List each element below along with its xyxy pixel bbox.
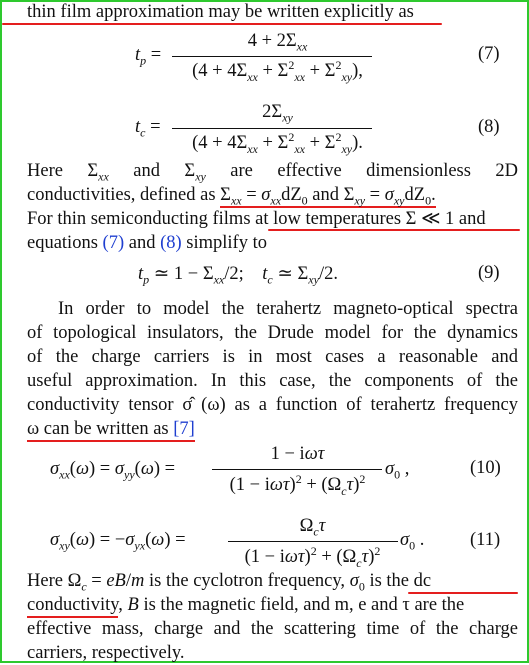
text-line-3: For thin semiconducting films at low temperatures Σ ≪ 1 and: [27, 209, 486, 229]
equation-8-denominator: $(4 + 4\Sigma_{xx} + \Sigma^2_{xx} + \Sigma^2_{xy})$.: [192, 130, 363, 156]
ref-eq7-link[interactable]: (7): [102, 233, 125, 253]
sigma-zero: $\sigma_0$ ,: [385, 459, 410, 482]
text-line-6: of topological insulators, the Drude model for the dynamics: [27, 323, 518, 343]
text-line-4: equations (7) and (8) simplify to: [27, 233, 267, 253]
equation-number-8: (8): [478, 117, 500, 137]
equation-10-numerator: 1 − iωτ: [270, 444, 325, 464]
equation-11-numerator: $\Omega_c\tau$: [299, 516, 326, 539]
text-line-13: effective mass, charge and the scattering time of the charge: [27, 619, 518, 639]
equation-10-lhs: $\sigma_{xx}(\omega) = \sigma_{yy}(\omega)$ =: [50, 459, 176, 482]
equation-8-lhs: $t_c$ =: [135, 117, 161, 140]
text-line-14: carriers, respectively.: [27, 643, 185, 663]
text-line-12: conductivity, B is the magnetic field, and m, e and τ are the: [27, 593, 464, 617]
equation-11-denominator: $(1 - i\omega\tau)^2 + (\Omega_c\tau)^2$: [244, 544, 381, 570]
equation-number-9: (9): [478, 263, 500, 283]
equation-7-denominator: $(4 + 4\Sigma_{xx} + \Sigma^2_{xx} + \Sigma^2_{xy})$,: [192, 58, 363, 84]
equation-number-10: (10): [470, 458, 501, 478]
equation-11-lhs: $\sigma_{xy}(\omega) = -\sigma_{yx}(\omega)$ =: [50, 530, 186, 553]
ref-eq8-link[interactable]: (8): [160, 233, 182, 253]
fraction-bar: [212, 469, 382, 470]
highlight-underline: [2, 23, 442, 25]
text-line-0: [27, 0, 414, 24]
equation-9: $t_p$ ≃ $1 - \Sigma_{xx}/2$; $t_c$ ≃ $\Sigma_{xy}/2$.: [138, 264, 338, 287]
text-line-8: useful approximation. In this case, the components of the: [27, 371, 518, 391]
equation-10-denominator: $(1 - i\omega\tau)^2 + (\Omega_c\tau)^2$: [229, 472, 366, 498]
equation-7-lhs: $t_p$ =: [135, 45, 162, 68]
sigma-zero: $\sigma_0$ .: [400, 530, 425, 553]
equation-number-11: (11): [470, 530, 501, 550]
text-line-5: In order to model the terahertz magneto-optical spectra: [58, 299, 518, 319]
text-line-11: Here $\Omega_c = eB/m$ is the cyclotron frequency, $\sigma_0$ is the dc: [27, 571, 432, 594]
text-line-9: conductivity tensor σ̂ (ω) as a function of terahertz frequency: [27, 395, 518, 415]
equation-number-7: (7): [478, 44, 500, 64]
definition-underlined: $\Sigma_{xx} = \sigma_{xx}dZ_0$ and $\Sigma_{xy} = \sigma_{xy}dZ_0$.: [220, 185, 436, 208]
highlight-underline: [268, 229, 520, 231]
equation-7-numerator: $4 + 2\Sigma_{xx}$: [247, 31, 308, 54]
cite-7-link[interactable]: [7]: [173, 419, 195, 439]
underlined-phrase: thin film approximation may be written explicitly as: [27, 2, 414, 22]
text-line-7: of the charge carriers is in most cases a reasonable and: [27, 347, 518, 367]
text-line-1: Here $\Sigma_{xx}$ and $\Sigma_{xy}$ are effective dimensionless 2D: [27, 161, 518, 184]
text-line-2: conductivities, defined as $\Sigma_{xx} = \sigma_{xx}dZ_0$ and $\Sigma_{xy} = \sigma_{xy}dZ_0$.: [27, 185, 436, 208]
text-line-10: ω can be written as [7]: [27, 417, 195, 441]
fraction-bar: [228, 541, 398, 542]
equation-8-numerator: $2\Sigma_{xy}$: [262, 102, 293, 125]
